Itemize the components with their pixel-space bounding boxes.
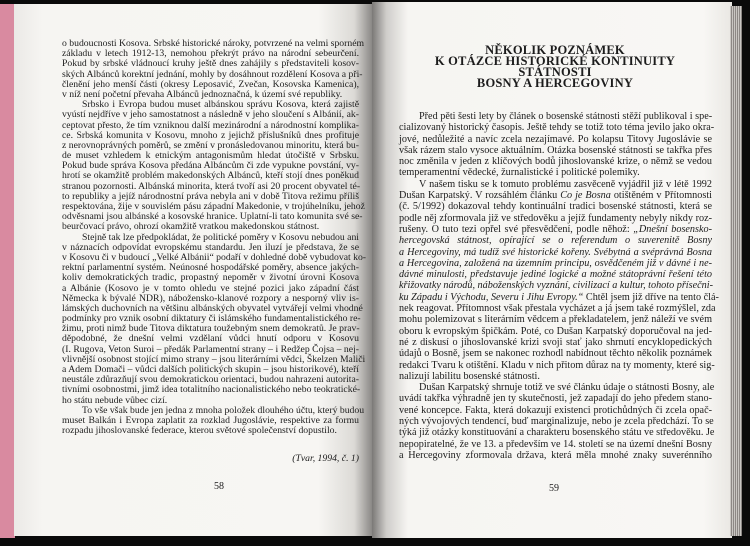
text-line: oboru k evropským špičkám. Poté, co Dušan Karpatský doporučoval na jed- xyxy=(399,325,712,337)
italic-text: „Dnešní bosensko- xyxy=(633,223,712,235)
text-line: Pokud by srbské vládnoucí kruhy ještě dnes zahájily s představiteli kosov- xyxy=(62,58,359,70)
text-line: vené koncepce. Fakta, která dokazují existenci protichůdných či zcela opač- xyxy=(399,404,712,416)
text-line: nepopiratelné, že ve 13. a především ve 14. století se na území dnešní Bosny xyxy=(399,438,712,450)
text-line xyxy=(399,190,712,201)
text-line: (č. 5/1992) dokazoval tehdy kontinuální tradici bosenské státnosti, která se xyxy=(399,201,712,213)
italic-text: křižovatky národů, náboženských vyznání, civilizací a kultur, tohoto přísečni- xyxy=(399,280,713,292)
text-line: Stejně tak lze předpokládat, že politické poměry v Kosovu nebudou ani xyxy=(82,231,359,243)
italic-text: hercegovská státnost, opírající se o referendum o suverenitě Bosny xyxy=(399,235,712,247)
text-line: v níž není početní převaha Albánců jednoznačná, k území své republiky. xyxy=(62,88,343,100)
text-line: v Kosovu či v budoucí „Velké Albánii“ podaří v dohledné době vybudovat ko- xyxy=(62,251,367,263)
page-number-left: 58 xyxy=(214,481,224,492)
text-line: rozpadu jihoslovanské federace, kterou světové společenství dopustilo. xyxy=(62,425,337,437)
text-line: Dušan Karpatský shrnuje totiž ve své článku údaje o státnosti Bosny, ale xyxy=(419,382,715,394)
text-segment: Chtěl jsem již dříve na tento člá- xyxy=(583,291,719,303)
text-line xyxy=(399,258,712,269)
text-line: podle něj zformovala již ve středověku a jejíž fundamenty nebyly nikdy roz- xyxy=(399,212,712,224)
book-edge-pink xyxy=(0,4,15,538)
text-line xyxy=(399,224,712,235)
text-line: ných vývojových tendencí, buď marginalizuje, nebo je zcela předchází. To se xyxy=(399,416,714,428)
text-line: temperamentní vědecké, žurnalistické i politické polemiky. xyxy=(399,167,640,179)
text-line: to republiky a jejíž národnostní práva nebyla ani v době Titova režimu příliš xyxy=(62,190,359,202)
text-line: ce. Srbská komunita v Kosovu, mnoho z jejichž příslušníků dnes profituje xyxy=(62,129,359,141)
paragraph xyxy=(399,382,715,461)
text-line: (I. Rugova, Veton Suroi – předák Parlamentní strany – i Redžep Čojsa – nej- xyxy=(62,343,359,355)
text-line xyxy=(399,291,719,303)
title-line: NĚKOLIK POZNÁMEK xyxy=(485,43,625,57)
text-line: v náznacích odpovídat evropskému standardu. Jen iluzí je představa, že se xyxy=(62,241,359,253)
right-page-body xyxy=(399,111,719,461)
text-line: beurčovací právo, ohrozí okamžitě vratkou makedonskou státnost. xyxy=(62,221,320,233)
text-line: cializovaný historický časopis. Ještě tehdy se totiž toto téma jevilo jako okra- xyxy=(399,122,715,134)
article-title xyxy=(420,45,690,89)
text-line: hrotí se okamžitě problém makedonských Albánců, kteří stojí dnes poněkud xyxy=(62,170,359,182)
text-line: tivními osobnostmi, jimž idea totalitního nacionalistického nebo teokratické- xyxy=(62,384,361,396)
text-line: děpodobné, že dnešní velmi vzdělaní vůdci hnutí odporu v Kosovu xyxy=(62,333,359,345)
text-line: koliv demokratických tradic, propastný nepoměr v životní úrovni Kosova xyxy=(62,272,359,284)
text-segment: otištěném v Přítomnosti xyxy=(610,190,712,202)
text-line: o budoucnosti Kosova. Srbské historické nároky, potvrzené na velmi sporném xyxy=(62,38,365,49)
page-number-right: 59 xyxy=(549,483,559,494)
italic-text: Co je Bosna xyxy=(560,190,611,202)
text-line: členění jeho menší části (okresy Leposavić, Zvečan, Kosovska Kamenica), xyxy=(62,78,359,90)
text-line: týká již otázky konstituování a charakteru bosenského státu ve středověku. Je xyxy=(399,427,715,439)
text-line: ho státu nebude vůbec cizí. xyxy=(62,394,168,406)
text-segment: Dušan Karpatský. V rozsáhlém článku xyxy=(399,190,561,202)
italic-text: a Hercegoviny, má tudíž své historické kořeny. Svébytná a svéprávná Bosna xyxy=(399,246,712,258)
text-line: redakci Tvaru k otištění. Kladu v nich přitom důraz na ty momenty, které sig- xyxy=(399,359,715,371)
text-line: podmínky pro vznik osobní diktatury či islámského fundamentalistického re- xyxy=(62,313,361,325)
paragraph xyxy=(62,99,365,233)
text-line: de muset vzhledem k etnickým antagonismům hledat útočiště v Srbsku. xyxy=(62,150,359,162)
title-line: K OTÁZCE HISTORICKÉ KONTINUITY xyxy=(434,54,676,68)
text-line xyxy=(399,280,712,291)
text-line: muset Balkán i Evropa zaplatit za rozklad Jugoslávie, respektive za formu xyxy=(62,414,359,426)
text-line: Před pěti šesti lety by článek o bosenské státnosti stěží publikoval i spe- xyxy=(419,111,713,122)
paragraph xyxy=(62,38,365,100)
text-line: respektována, žije v souvislém pásu západní Makedonie, v trojúhelníku, jehož xyxy=(62,201,365,212)
text-line: Německa k bývalé NDR), nábožensko-klanové rozpory a nesporný vliv is- xyxy=(62,292,359,304)
page-edges xyxy=(730,6,742,536)
paragraph xyxy=(62,231,367,406)
text-line: To vše však bude jen jedna z mnoha položek dlouhého účtu, který budou xyxy=(82,404,365,416)
paragraph xyxy=(399,111,715,179)
italic-text: ku Západu i Východu, Severu i Jihu Evropy.“ xyxy=(399,291,584,303)
text-line: neustále zdůrazňují svou demokratickou orientaci, budou nahrazeni autorita- xyxy=(62,374,359,386)
italic-text: a Hercegovina, založená na územním principu, osvědčeném již v dávné i ne- xyxy=(399,257,712,269)
text-segment: rušeny. O tuto tezi opřel své přesvědčení, podle něhož: xyxy=(399,223,634,235)
text-line: odvěsnami jsou albánské a kosovské hranice. Uplatní-li tato komunita své se- xyxy=(62,211,363,223)
text-line: ských Albánců korektní jednání, mohly by dosáhnout rozdělení Kosova a při- xyxy=(62,68,363,80)
text-line: údajů o Bosně, jsem se nakonec rozhodl nabídnout těchto několik poznámek xyxy=(399,348,712,360)
title-line: STÁTNOSTI xyxy=(518,65,592,79)
paragraph xyxy=(62,404,365,437)
left-page-body xyxy=(62,38,367,437)
text-line: uvádí takřka výhradně jen ty skutečnosti, jež zapadají do jeho předem stano- xyxy=(399,393,712,405)
text-line: stranou pozornosti. Albánská minorita, která tvoří asi 20 procent obyvatel té- xyxy=(62,180,361,192)
text-line xyxy=(399,235,712,246)
text-line: základu v letech 1912-13, nemohou překrýt právo na národní sebeurčení. xyxy=(62,48,359,60)
text-line: nek reagovat. Přítomnost však přestala vycházet a já jsem také rozmýšlel, zda xyxy=(399,303,716,315)
text-line: noc změnila v jeden z klíčových bodů jihoslovanské krize, o němž se vedou xyxy=(399,156,712,168)
text-line: jové, nedůležité a navíc zcela nezajímavé. Po kolapsu Titovy Jugoslávie se xyxy=(399,133,712,145)
title-line: BOSNY A HERCEGOVINY xyxy=(476,76,634,90)
italic-text: dávné minulosti, představuje jediné logické a možné státoprávní řešení této xyxy=(399,269,712,281)
text-line: Srbsko i Evropa budou muset albánskou správu Kosova, která zajistě xyxy=(82,99,359,111)
text-line xyxy=(399,269,712,280)
text-line: ceptovat přesto, že tím vzniknou další mezinárodní a národnostní komplika- xyxy=(62,119,359,131)
text-line: vlivnější osobnost stojící mimo strany – jsou literárními vědci, Škelzen Maliči xyxy=(62,353,366,365)
text-line xyxy=(399,247,712,258)
text-line: mohu polemizovat s literárním vědcem a překladatelem, jenž náleží ve svém xyxy=(399,314,712,326)
text-line: však rázem stalo vysoce aktuálním. Otázka bosenské státnosti se takřka přes xyxy=(399,144,712,156)
text-line: né z diskusí o jihoslovanské krizi svoji stať jako shrnutí encyklopedických xyxy=(399,336,712,348)
text-line: nalizují labilitu bosenské státnosti. xyxy=(399,370,540,382)
text-line: a Albánie (Kosovo je v tomto ohledu ve stejné pozici jako západní část xyxy=(62,282,359,294)
text-line: z nerovnoprávných poměrů, se změní v pronásledovanou minoritu, která bu- xyxy=(62,139,359,151)
text-line: a Hercegoviny zformovala država, která měla mnohé znaky suverénního xyxy=(399,449,712,461)
text-line: V našem tisku se k tomuto problému zasvěceně vyjádřil již v létě 1992 xyxy=(419,178,712,190)
text-line: rektní parlamentní systém. Neúnosné hospodářské poměry, absence jakých- xyxy=(62,262,359,274)
text-line: lámských duchovních na většinu albánských obyvatel vytvářejí velmi vhodné xyxy=(62,302,363,314)
paragraph xyxy=(399,178,719,382)
citation: (Tvar, 1994, č. 1) xyxy=(292,453,359,464)
text-line: a Adem Domači – vůdci dalších politických skupin – jsou historikové), kteří xyxy=(62,364,359,375)
text-line: vyústí nejdříve v jeho samostatnost a následně v jeho sloučení s Albánií, ak- xyxy=(62,109,359,121)
text-line: Pokud bude správa Kosova předána Albáncům či zde vypukne povstání, vy- xyxy=(62,160,359,172)
text-line: žimu, proti nimž bude Titova diktatura toužebným snem demokratů. Je prav- xyxy=(62,323,360,335)
